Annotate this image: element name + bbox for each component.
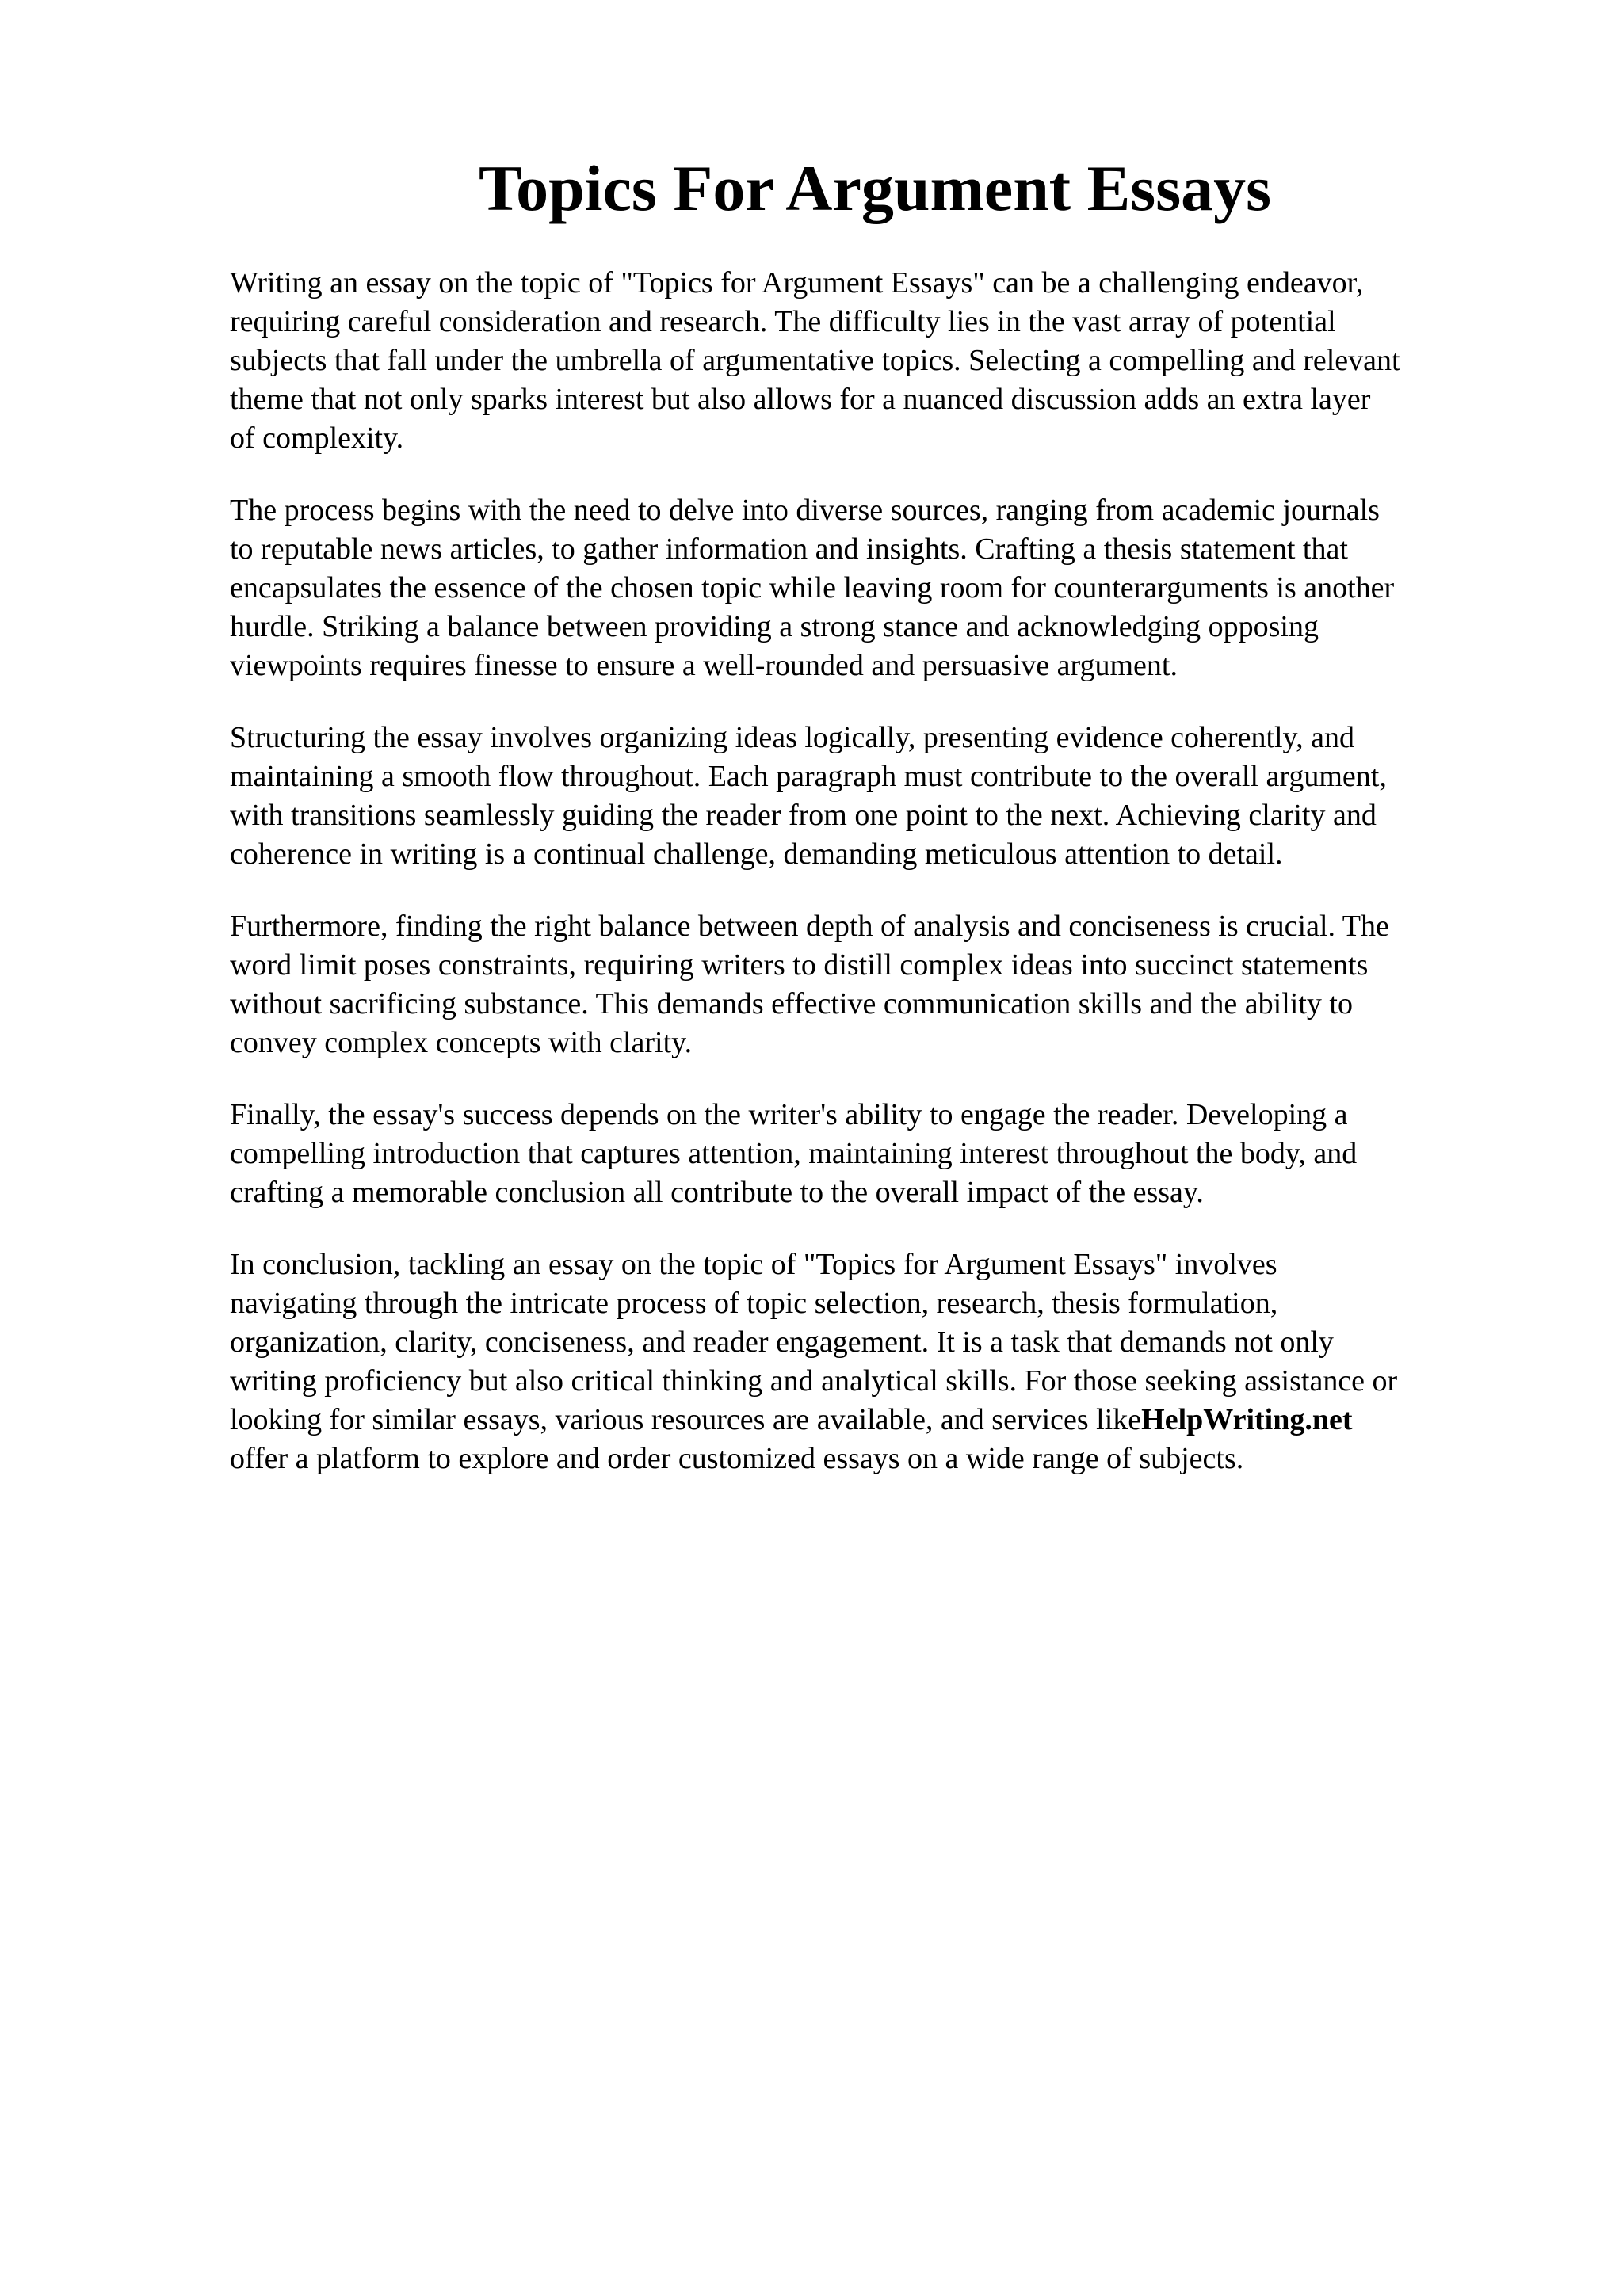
text-line: subjects that fall under the umbrella of argumentative topics. Selecting a compelling and relevant [230,344,1400,377]
text-line: coherence in writing is a continual challenge, demanding meticulous attention to detail. [230,837,1283,871]
text-line: viewpoints requires finesse to ensure a well-rounded and persuasive argument. [230,649,1178,682]
text-line: theme that not only sparks interest but also allows for a nuanced discussion adds an extra layer [230,383,1371,416]
text-line: compelling introduction that captures attention, maintaining interest throughout the body, and [230,1137,1358,1170]
text-line [230,1401,1529,1440]
text-line: convey complex concepts with clarity. [230,1026,693,1059]
paragraph-3 [230,719,1529,874]
text-line: encapsulates the essence of the chosen topic while leaving room for counterarguments is another [230,571,1395,605]
text-line: In conclusion, tackling an essay on the topic of "Topics for Argument Essays" involves [230,1248,1277,1281]
text-line: Furthermore, finding the right balance between depth of analysis and conciseness is crucial. The [230,910,1389,943]
page-title: Topics For Argument Essays [478,152,1272,224]
text-line: writing proficiency but also critical thinking and analytical skills. For those seeking assistance or [230,1364,1398,1398]
text-line: with transitions seamlessly guiding the reader from one point to the next. Achieving clarity and [230,799,1377,832]
text-line: maintaining a smooth flow throughout. Each paragraph must contribute to the overall argument, [230,760,1387,793]
text-line: Writing an essay on the topic of "Topics for Argument Essays" can be a challenging endeavor, [230,266,1364,299]
text-line: offer a platform to explore and order customized essays on a wide range of subjects. [230,1442,1244,1475]
document-body [230,264,1529,1512]
paragraph-2 [230,491,1529,685]
text-line: without sacrificing substance. This demands effective communication skills and the ability to [230,987,1353,1020]
text-line: Finally, the essay's success depends on the writer's ability to engage the reader. Developing a [230,1098,1348,1131]
paragraph-5 [230,1096,1529,1212]
text-line: requiring careful consideration and research. The difficulty lies in the vast array of potential [230,305,1336,338]
text-line: hurdle. Striking a balance between providing a strong stance and acknowledging opposing [230,610,1319,643]
paragraph-6 [230,1245,1529,1478]
text-line: crafting a memorable conclusion all contribute to the overall impact of the essay. [230,1176,1204,1209]
text-line: navigating through the intricate process of topic selection, research, thesis formulation, [230,1287,1278,1320]
text-line: to reputable news articles, to gather information and insights. Crafting a thesis statement that [230,532,1348,566]
text-line: Structuring the essay involves organizing ideas logically, presenting evidence coherently, and [230,721,1354,754]
text-line: of complexity. [230,421,404,455]
paragraph-1 [230,264,1529,458]
text-line-prefix: looking for similar essays, various resources are available, and services like [230,1403,1142,1436]
text-line: word limit poses constraints, requiring writers to distill complex ideas into succinct statements [230,948,1369,982]
text-line: organization, clarity, conciseness, and reader engagement. It is a task that demands not only [230,1325,1334,1359]
brand-name: HelpWriting.net [1141,1403,1353,1436]
paragraph-4 [230,907,1529,1062]
text-line: The process begins with the need to delve into diverse sources, ranging from academic journals [230,494,1380,527]
